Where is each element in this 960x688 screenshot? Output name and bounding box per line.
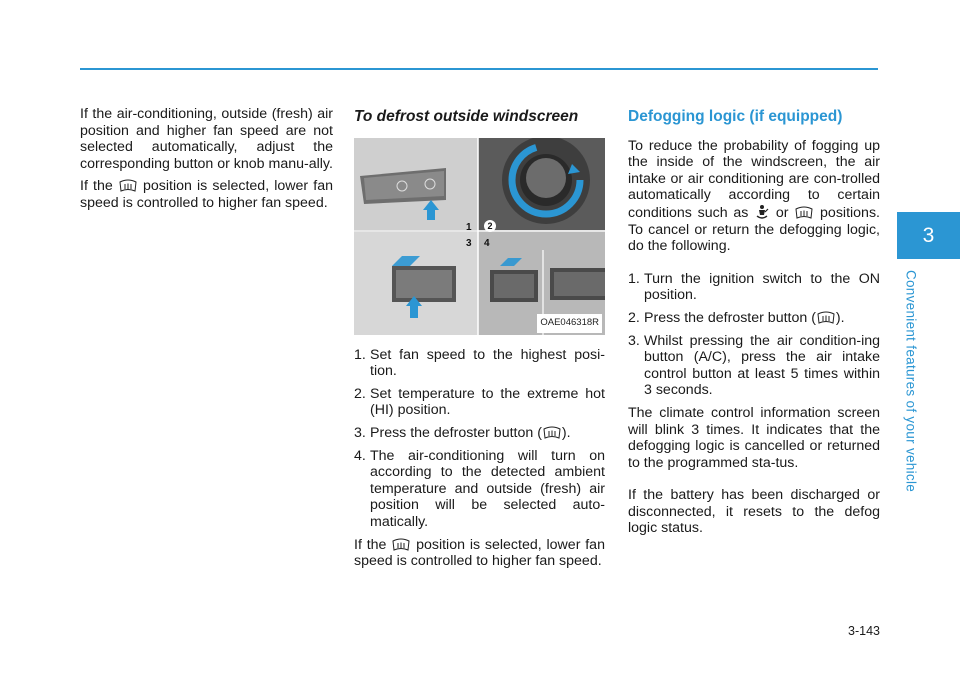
column-middle bbox=[354, 106, 605, 576]
figure-code: OAE046318R bbox=[537, 314, 602, 333]
list-item: 2. Set temperature to the extreme hot (HI) position. bbox=[354, 385, 605, 419]
list-item: 4. The air-conditioning will turn on according to the detected ambient temperature and outside (fresh) air position will be selected auto-matically. bbox=[354, 447, 605, 530]
paragraph: If the position is selected, lower fan speed is controlled to higher fan speed. bbox=[354, 536, 605, 570]
chapter-tab: 3 bbox=[897, 212, 960, 259]
steps-list bbox=[628, 271, 880, 399]
front-defrost-icon bbox=[794, 206, 814, 220]
list-item: 1. Set fan speed to the highest posi-tion. bbox=[354, 346, 605, 380]
section-heading: To defrost outside windscreen bbox=[354, 108, 579, 125]
section-heading: Defogging logic (if equipped) bbox=[628, 108, 843, 125]
list-item: 2. Press the defroster button ( ). bbox=[628, 309, 845, 326]
column-right bbox=[628, 106, 880, 543]
paragraph: If the air-conditioning, outside (fresh) air position and higher fan speed are not selected automatically, adjust the corresponding button or knob manu-ally. bbox=[80, 106, 333, 172]
text: position is selected, lower fan speed is controlled to higher fan speed. bbox=[80, 178, 333, 211]
paragraph bbox=[80, 178, 333, 211]
front-defrost-icon bbox=[542, 426, 562, 440]
callout-3: 3 bbox=[466, 237, 472, 249]
callout-4: 4 bbox=[484, 237, 490, 249]
page-number: 3-143 bbox=[848, 624, 880, 638]
floor-defrost-icon bbox=[754, 204, 770, 220]
front-defrost-icon bbox=[391, 538, 411, 552]
list-item: 3. Press the defroster button ( ). bbox=[354, 424, 571, 441]
control-panel-illustration bbox=[354, 138, 605, 335]
callout-2: 2 bbox=[484, 220, 496, 232]
callout-1: 1 bbox=[466, 221, 472, 233]
front-defrost-icon bbox=[118, 179, 138, 193]
paragraph: If the battery has been discharged or disconnected, it resets to the defog logic status. bbox=[628, 487, 880, 537]
paragraph: The climate control information screen will blink 3 times. It indicates that the defogging logic is cancelled or returned to the programmed sta-tus. bbox=[628, 404, 880, 471]
paragraph: To reduce the probability of fogging up the inside of the windscreen, the air intake or air conditioning are con-trolled automatically according to certain conditions such as or positions. To cancel or return the defogging logic, do the following. bbox=[628, 137, 880, 255]
text: If the bbox=[80, 178, 113, 195]
header-rule bbox=[80, 68, 878, 70]
list-item: 3. Whilst pressing the air condition-ing button (A/C), press the air intake control button at least 5 times within 3 seconds. bbox=[628, 332, 880, 399]
column-left bbox=[80, 106, 333, 218]
defrost-controls-figure bbox=[354, 138, 605, 335]
steps-list bbox=[354, 347, 605, 531]
list-item: 1. Turn the ignition switch to the ON position. bbox=[628, 270, 880, 304]
front-defrost-icon bbox=[816, 311, 836, 325]
chapter-title: Convenient features of your vehicle bbox=[903, 269, 919, 493]
